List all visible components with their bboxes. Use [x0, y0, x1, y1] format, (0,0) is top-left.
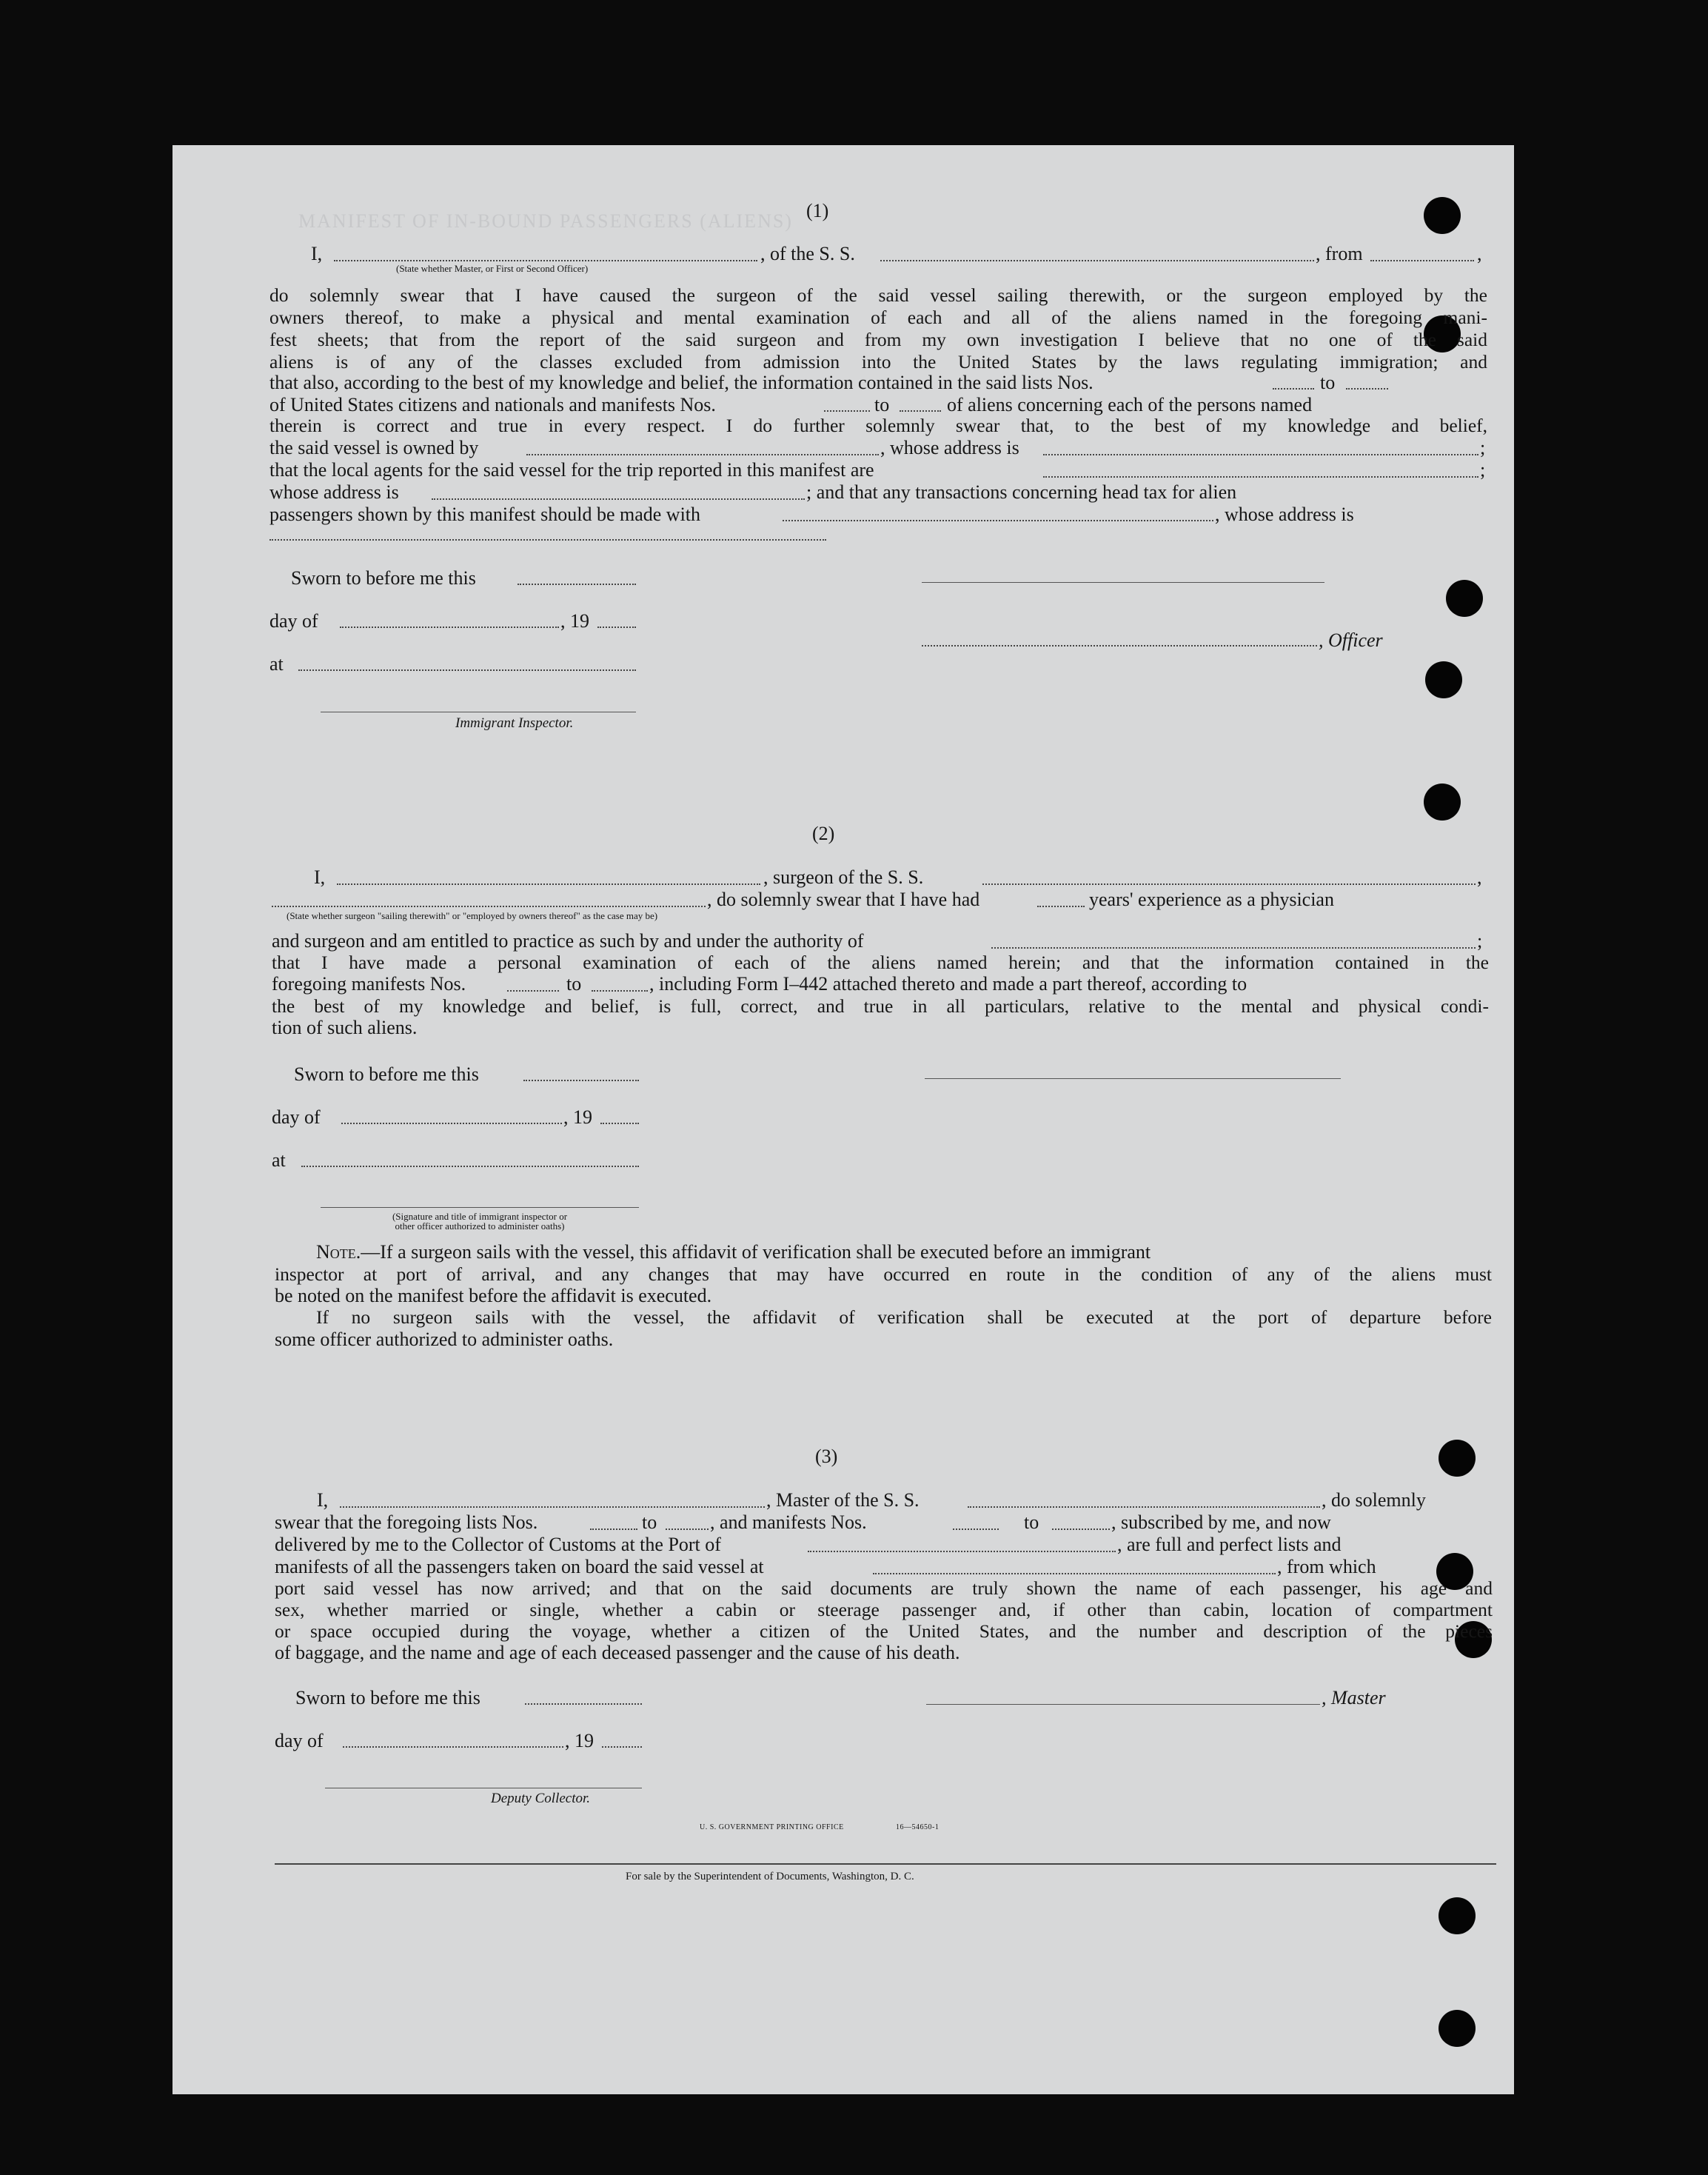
- oath-text: to: [642, 1511, 657, 1533]
- punch-hole: [1439, 1897, 1476, 1934]
- ship-name-blank[interactable]: [880, 260, 1314, 261]
- surgeon-status-blank[interactable]: [272, 906, 706, 907]
- field-label: , from: [1316, 243, 1363, 264]
- section-number: (2): [812, 823, 835, 844]
- signature-caption: other officer authorized to administer oaths): [395, 1220, 565, 1232]
- year-blank[interactable]: [597, 627, 636, 628]
- footer-rule: [275, 1863, 1496, 1865]
- list-no-from-blank[interactable]: [590, 1528, 637, 1530]
- oath-text: , whose address is: [1215, 504, 1354, 525]
- vessel-owner-blank[interactable]: [526, 454, 879, 455]
- local-agents-blank[interactable]: [1043, 476, 1478, 478]
- oath-text: that the local agents for the said vessel for the trip reported in this manifest are: [269, 459, 874, 481]
- officer-rank-blank[interactable]: [334, 260, 757, 261]
- punctuation: ;: [1480, 437, 1486, 458]
- oath-text-line: aliens is of any of the classes excluded from admission into the United States by the laws regulating immigration; and: [269, 351, 1487, 372]
- oath-text-line: that I have made a personal examination of each of the aliens named herein; and that the information contained in the: [272, 952, 1489, 973]
- oath-text: swear that the foregoing lists Nos.: [275, 1511, 538, 1533]
- oath-text-line: the best of my knowledge and belief, is full, correct, and true in all particulars, relative to the mental and physical condi-: [272, 995, 1489, 1017]
- oath-text-line: fest sheets; that from the report of the said surgeon and from my own investigation I believe that no one of the said: [269, 329, 1487, 350]
- oath-text: to: [566, 973, 582, 995]
- oath-text: , do solemnly: [1322, 1489, 1426, 1511]
- licensing-authority-blank[interactable]: [991, 947, 1476, 949]
- oath-text-line: port said vessel has now arrived; and that on the said documents are truly shown the name of each passenger, his age and: [275, 1577, 1493, 1599]
- day-of-label: day of: [269, 610, 318, 632]
- form-code: 16—54650-1: [896, 1823, 940, 1831]
- years-experience-blank[interactable]: [1037, 906, 1085, 907]
- ship-name-blank[interactable]: [968, 1506, 1320, 1508]
- port-of-embarkation-blank[interactable]: [873, 1573, 1276, 1574]
- oath-text: that also, according to the best of my knowledge and belief, the information contained in the said lists Nos.: [269, 372, 1094, 393]
- oath-text: of baggage, and the name and age of each deceased passenger and the cause of his death.: [275, 1642, 960, 1663]
- oath-text: , and manifests Nos.: [710, 1511, 867, 1533]
- punch-hole: [1424, 197, 1461, 234]
- oath-intro: I,: [311, 243, 323, 264]
- manifest-no-from-blank[interactable]: [953, 1528, 999, 1530]
- oath-intro: I,: [317, 1489, 329, 1511]
- sworn-date-blank[interactable]: [525, 1703, 642, 1705]
- punctuation: ;: [1480, 459, 1486, 481]
- month-blank[interactable]: [340, 627, 559, 628]
- ship-name-blank[interactable]: [982, 883, 1476, 885]
- list-no-to-blank[interactable]: [1346, 388, 1388, 390]
- sworn-date-blank[interactable]: [523, 1080, 639, 1081]
- year-blank[interactable]: [600, 1123, 639, 1124]
- year-label: , 19: [563, 1106, 592, 1128]
- inspector-signature-line[interactable]: [321, 1207, 639, 1208]
- punch-hole: [1424, 784, 1461, 821]
- day-of-label: day of: [275, 1730, 324, 1751]
- note-first-line: [316, 1241, 1151, 1263]
- oath-text: , subscribed by me, and now: [1111, 1511, 1331, 1533]
- punch-hole: [1439, 2010, 1476, 2047]
- master-name-blank[interactable]: [340, 1506, 765, 1508]
- section-number: (3): [815, 1446, 838, 1467]
- list-no-from-blank[interactable]: [1273, 388, 1314, 390]
- oath-text: years' experience as a physician: [1089, 889, 1334, 910]
- bleed-through-header: MANIFEST OF IN-BOUND PASSENGERS (ALIENS): [298, 210, 793, 232]
- oath-text: and surgeon and am entitled to practice as such by and under the authority of: [272, 930, 864, 952]
- punch-hole: [1425, 661, 1462, 698]
- master-label: , Master: [1322, 1687, 1386, 1708]
- sworn-label: Sworn to before me this: [294, 1063, 479, 1085]
- oath-text: , whose address is: [880, 437, 1019, 458]
- manifest-no-to-blank[interactable]: [592, 990, 648, 992]
- sale-notice: For sale by the Superintendent of Documents, Washington, D. C.: [626, 1871, 914, 1882]
- year-label: , 19: [565, 1730, 594, 1751]
- oath-text: tion of such aliens.: [272, 1017, 418, 1038]
- field-hint: (State whether Master, or First or Second Officer): [396, 263, 589, 274]
- field-hint: (State whether surgeon "sailing therewith" or "employed by owners thereof" as the case may be): [287, 910, 658, 921]
- deputy-caption: Deputy Collector.: [491, 1791, 591, 1806]
- head-tax-address-blank[interactable]: [269, 539, 826, 541]
- oath-text: to: [1320, 372, 1336, 393]
- oath-text-line: owners thereof, to make a physical and mental examination of each and all of the aliens named in the foregoing mani-: [269, 307, 1487, 328]
- punctuation: ;: [1477, 930, 1483, 952]
- oath-text: , from which: [1277, 1556, 1376, 1577]
- at-label: at: [272, 1149, 286, 1171]
- officer-label: , Officer: [1319, 629, 1383, 651]
- head-tax-agent-blank[interactable]: [783, 520, 1213, 521]
- punctuation: ,: [1477, 866, 1482, 888]
- officer-signature-line[interactable]: [922, 582, 1324, 583]
- oath-text: , do solemnly swear that I have had: [707, 889, 980, 910]
- port-of-customs-blank[interactable]: [808, 1551, 1116, 1552]
- field-label: , of the S. S.: [760, 243, 855, 264]
- sworn-date-blank[interactable]: [518, 584, 636, 585]
- field-label: , Master of the S. S.: [766, 1489, 920, 1511]
- oath-text: delivered by me to the Collector of Customs at the Port of: [275, 1534, 721, 1555]
- punctuation: ,: [1477, 243, 1482, 264]
- manifest-no-to-blank[interactable]: [900, 410, 941, 412]
- oath-text: foregoing manifests Nos.: [272, 973, 466, 995]
- manifest-no-from-blank[interactable]: [507, 990, 559, 992]
- oath-text: the said vessel is owned by: [269, 437, 479, 458]
- punch-hole: [1439, 1440, 1476, 1477]
- note-text: —If a surgeon sails with the vessel, this affidavit of verification shall be executed before an immigrant: [361, 1241, 1151, 1263]
- oath-text: , including Form I–442 attached thereto and made a part thereof, according to: [649, 973, 1247, 995]
- oath-text: of aliens concerning each of the persons named: [947, 394, 1313, 415]
- oath-text: to: [1024, 1511, 1039, 1533]
- manifest-no-to-blank[interactable]: [1052, 1528, 1110, 1530]
- field-label: , surgeon of the S. S.: [763, 866, 924, 888]
- month-blank[interactable]: [343, 1746, 563, 1748]
- signature-caption: (Signature and title of immigrant inspector or: [392, 1211, 568, 1222]
- surgeon-name-blank[interactable]: [337, 883, 760, 885]
- oath-text: whose address is: [269, 481, 399, 503]
- oath-text: ; and that any transactions concerning head tax for alien: [806, 481, 1237, 503]
- note-text-line: If no surgeon sails with the vessel, the affidavit of verification shall be executed at the port of departure before: [316, 1306, 1492, 1328]
- oath-text: , are full and perfect lists and: [1117, 1534, 1342, 1555]
- at-place-blank[interactable]: [301, 1166, 639, 1167]
- manifest-no-from-blank[interactable]: [824, 410, 870, 412]
- oath-text: to: [874, 394, 890, 415]
- oath-text: of United States citizens and nationals and manifests Nos.: [269, 394, 716, 415]
- master-signature-line[interactable]: [926, 1704, 1320, 1705]
- oath-text-line: therein is correct and true in every respect. I do further solemnly swear that, to the best of my knowledge and belief,: [269, 415, 1487, 436]
- punch-hole: [1446, 580, 1483, 617]
- manifest-sheet: [173, 145, 1514, 2094]
- year-label: , 19: [560, 610, 589, 632]
- oath-text-line: or space occupied during the voyage, whether a citizen of the United States, and the number and description of the pieces: [275, 1620, 1493, 1642]
- agents-address-blank[interactable]: [432, 498, 805, 500]
- list-no-to-blank[interactable]: [666, 1528, 709, 1530]
- sworn-label: Sworn to before me this: [295, 1687, 480, 1708]
- at-label: at: [269, 653, 284, 675]
- oath-intro: I,: [314, 866, 326, 888]
- oath-text: manifests of all the passengers taken on board the said vessel at: [275, 1556, 764, 1577]
- signature-line[interactable]: [925, 1078, 1341, 1079]
- owner-address-blank[interactable]: [1043, 454, 1478, 455]
- section-number: (1): [806, 200, 829, 221]
- year-blank[interactable]: [602, 1746, 642, 1748]
- inspector-caption: Immigrant Inspector.: [455, 715, 574, 731]
- day-of-label: day of: [272, 1106, 321, 1128]
- at-place-blank[interactable]: [298, 669, 636, 671]
- port-from-blank[interactable]: [1370, 260, 1474, 261]
- note-label: Note.: [316, 1241, 361, 1263]
- oath-text-line: do solemnly swear that I have caused the surgeon of the said vessel sailing therewith, or the surgeon employed by the: [269, 284, 1487, 306]
- month-blank[interactable]: [341, 1123, 562, 1124]
- printer-imprint: U. S. GOVERNMENT PRINTING OFFICE: [700, 1823, 844, 1831]
- note-text: be noted on the manifest before the affidavit is executed.: [275, 1285, 712, 1306]
- officer-name-blank[interactable]: [922, 645, 1317, 647]
- oath-text-line: sex, whether married or single, whether a cabin or steerage passenger and, if other than cabin, location of compartment: [275, 1599, 1493, 1620]
- oath-text: passengers shown by this manifest should be made with: [269, 504, 701, 525]
- sworn-label: Sworn to before me this: [291, 567, 476, 589]
- note-text-line: inspector at port of arrival, and any changes that may have occurred en route in the condition of any of the aliens must: [275, 1263, 1492, 1285]
- note-text: some officer authorized to administer oaths.: [275, 1329, 614, 1350]
